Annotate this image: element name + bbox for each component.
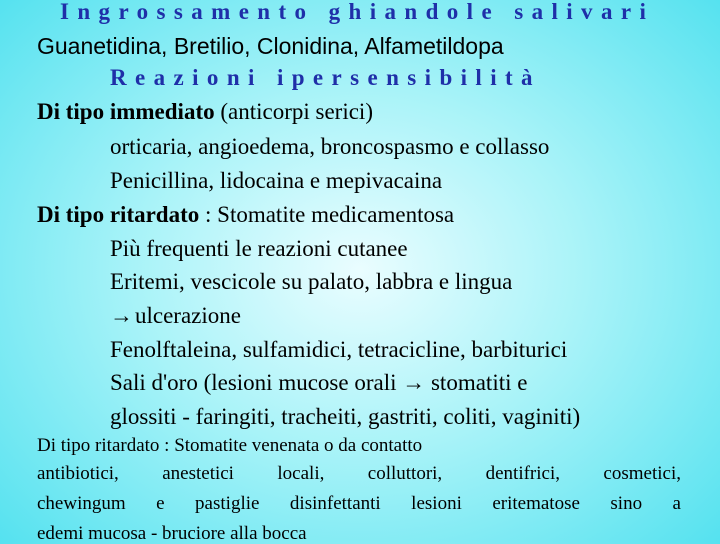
contact-heading: Di tipo ritardato : Stomatite venenata o da contatto [37, 435, 423, 456]
contact-body-2: chewingum e pastiglie disinfettanti lesioni eritematose sino a [37, 493, 681, 514]
immediate-title: Di tipo immediato [37, 99, 215, 124]
immediate-note: (anticorpi serici) [214, 99, 373, 124]
delayed-heading [37, 203, 454, 226]
heading-salivary-glands: Ingrossamento ghiandole salivari [60, 0, 655, 24]
delayed-line-6: glossiti - faringiti, tracheiti, gastriti, coliti, vaginiti) [110, 404, 581, 429]
ulceration-text: ulcerazione [135, 303, 241, 328]
gold-salts-text: Sali d'oro (lesioni mucose orali [110, 370, 403, 395]
contact-body-1: antibiotici, anestetici locali, colluttori, dentifrici, cosmetici, [37, 463, 681, 484]
delayed-title: Di tipo ritardato [37, 202, 200, 227]
immediate-heading [37, 100, 373, 123]
delayed-line-1: Più frequenti le reazioni cutanee [110, 236, 408, 261]
stomatitis-text: stomatiti e [425, 370, 528, 395]
heading-hypersensitivity: Reazioni ipersensibilità [110, 65, 541, 90]
contact-body-3: edemi mucosa - bruciore alla bocca [37, 523, 307, 544]
delayed-line-3 [110, 304, 241, 327]
right-arrow-icon: → [402, 369, 426, 395]
delayed-line-2: Eritemi, vescicole su palato, labbra e lingua [110, 269, 513, 294]
delayed-line-4: Fenolftaleina, sulfamidici, tetracicline, barbiturici [110, 337, 568, 362]
delayed-note: : Stomatite medicamentosa [199, 202, 455, 227]
immediate-drugs: Penicillina, lidocaina e mepivacaina [110, 168, 443, 193]
delayed-line-5 [110, 371, 527, 394]
right-arrow-icon: → [110, 302, 133, 328]
immediate-symptoms: orticaria, angioedema, broncospasmo e collasso [110, 134, 550, 159]
drugs-salivary: Guanetidina, Bretilio, Clonidina, Alfametildopa [37, 33, 504, 59]
